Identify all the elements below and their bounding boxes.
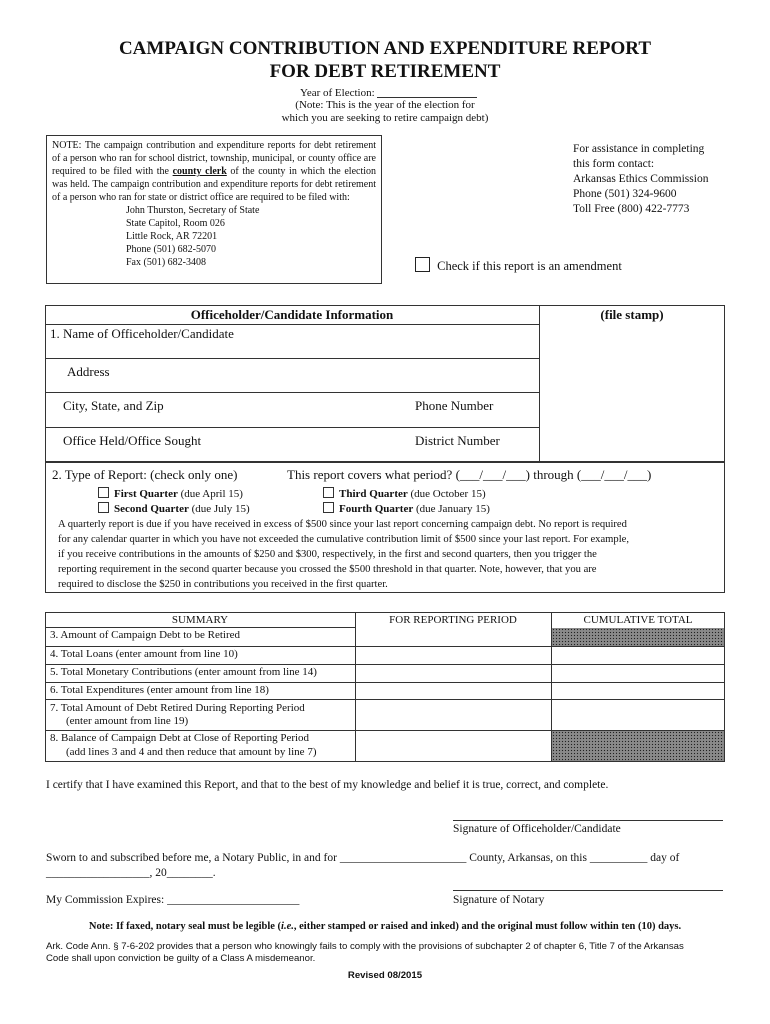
address-line: State Capitol, Room 026 — [126, 218, 225, 229]
cumulative-amount-5[interactable] — [552, 665, 724, 682]
year-note-line2: which you are seeking to retire campaign debt) — [281, 112, 489, 124]
city-state-zip-label: City, State, and Zip — [63, 398, 164, 413]
cumulative-amount-6[interactable] — [552, 683, 724, 699]
explanation-line: reporting requirement in the second quarter because you crossed the $500 threshold in that quarter. Note, however, that you are — [58, 564, 597, 575]
cumulative-shaded-cell — [552, 731, 724, 761]
filing-note-paragraph — [52, 139, 376, 204]
period-amount-6[interactable] — [356, 683, 551, 699]
year-of-election-label: Year of Election: — [300, 87, 375, 99]
address-label: Address — [67, 364, 110, 379]
amendment-checkbox[interactable] — [415, 257, 430, 272]
option-name: Second Quarter — [114, 503, 189, 515]
summary-row-4: 4. Total Loans (enter amount from line 10) — [50, 648, 238, 660]
first-quarter-checkbox[interactable] — [98, 487, 109, 498]
cumulative-amount-4[interactable] — [552, 647, 724, 664]
summary-row-8: 8. Balance of Campaign Debt at Close of Reporting Period — [50, 732, 310, 744]
assistance-line: Toll Free (800) 422-7773 — [573, 203, 690, 215]
fax-note-part2: , either stamped or raised and inked) and the original must follow within ten (10) days. — [293, 921, 682, 932]
address-line: Little Rock, AR 72201 — [126, 231, 218, 242]
summary-column-header: SUMMARY — [171, 614, 229, 626]
explanation-line: if you receive contributions in the amounts of $250 and $300, respectively, in the first and second quarters, then you trigger the — [58, 549, 597, 560]
explanation-line: A quarterly report is due if you have received in excess of $500 since your last report concerning campaign debt. No report is required — [58, 519, 627, 530]
amendment-label: Check if this report is an amendment — [437, 259, 622, 273]
assistance-contact — [573, 142, 708, 217]
option-due: (due April 15) — [177, 488, 243, 500]
info-section-heading: Officeholder/Candidate Information — [190, 307, 394, 322]
secretary-of-state-address — [126, 204, 376, 269]
explanation-line: required to disclose the $250 in contributions you received in the first quarter. — [58, 579, 388, 590]
option-due: (due January 15) — [413, 503, 490, 515]
summary-row-3: 3. Amount of Campaign Debt to be Retired — [50, 629, 241, 641]
phone-number-label: Phone Number — [415, 398, 494, 413]
quarterly-report-explanation — [58, 517, 629, 592]
fourth-quarter-checkbox[interactable] — [323, 502, 334, 513]
address-field[interactable] — [130, 360, 530, 390]
year-of-election-row — [300, 86, 520, 99]
filing-note-part2: of the county in which the election was held. The campaign contribution and expenditure reports for debt retirement of a person who ran for state or district office are required to be filed with: — [52, 166, 376, 203]
report-period-label: This report covers what period? (___/___/___) through (___/___/___) — [287, 467, 652, 482]
sworn-statement-line1: Sworn to and subscribed before me, a Notary Public, in and for ______________________ County, Arkansas, on this __________ day of — [46, 852, 680, 864]
second-quarter-checkbox[interactable] — [98, 502, 109, 513]
name-field[interactable] — [300, 326, 530, 356]
fax-note-part1: Note: If faxed, notary seal must be legible ( — [88, 921, 282, 932]
option-name: Third Quarter — [339, 488, 408, 500]
assistance-line: For assistance in completing — [573, 143, 705, 155]
summary-row-6: 6. Total Expenditures (enter amount from line 18) — [50, 684, 269, 696]
assistance-line: Arkansas Ethics Commission — [573, 173, 709, 185]
assistance-line: this form contact: — [573, 158, 655, 170]
explanation-line: for any calendar quarter in which you have not exceeded the cumulative contribution limit of $500 since your last report. For example, — [58, 534, 629, 545]
summary-row-7-note: (enter amount from line 19) — [66, 715, 189, 727]
cumulative-total-column-header: CUMULATIVE TOTAL — [583, 614, 693, 626]
county-clerk-emphasis: county clerk — [172, 166, 227, 177]
statute-line: Ark. Code Ann. § 7-6-202 provides that a person who knowingly fails to comply with the provisions of subchapter 2 of chapter 6, Title 7 of the Arkansas — [46, 941, 684, 952]
period-amount-5[interactable] — [356, 665, 551, 682]
name-label: 1. Name of Officeholder/Candidate — [50, 326, 234, 341]
cumulative-shaded-cell — [552, 628, 724, 646]
address-line: Fax (501) 682-3408 — [126, 257, 206, 268]
option-name: First Quarter — [114, 488, 178, 500]
period-amount-4[interactable] — [356, 647, 551, 664]
period-amount-8[interactable] — [356, 731, 551, 761]
year-of-election-field[interactable] — [377, 86, 477, 98]
file-stamp-label: (file stamp) — [600, 307, 664, 322]
address-line: Phone (501) 682-5070 — [126, 244, 216, 255]
option-second-quarter[interactable] — [98, 502, 250, 515]
assistance-line: Phone (501) 324-9600 — [573, 188, 677, 200]
option-name: Fourth Quarter — [339, 503, 414, 515]
statute-line: Code shall upon conviction be guilty of a Class A misdemeanor. — [46, 953, 316, 964]
officeholder-signature-line[interactable] — [453, 820, 723, 821]
option-due: (due October 15) — [407, 488, 486, 500]
file-stamp-area — [539, 324, 725, 462]
summary-row-5: 5. Total Monetary Contributions (enter amount from line 14) — [50, 666, 317, 678]
fax-note — [0, 921, 770, 932]
year-note-line1: (Note: This is the year of the election for — [295, 99, 475, 111]
district-number-label: District Number — [415, 433, 500, 448]
revision-date: Revised 08/2015 — [347, 970, 423, 981]
filing-note-part1: NOTE: The campaign contribution and expenditure reports for debt retirement of a person who ran for school district, township, municipal, or county office are required to be filed with the — [52, 140, 376, 177]
sworn-statement-line2: __________________, 20________. — [46, 867, 216, 879]
fax-note-ie: i.e. — [281, 921, 294, 932]
certification-statement: I certify that I have examined this Report, and that to the best of my knowledge and belief it is true, correct, and complete. — [46, 779, 609, 791]
report-type-label: 2. Type of Report: (check only one) — [52, 467, 238, 482]
period-amount-3[interactable] — [356, 628, 551, 646]
officeholder-signature-label: Signature of Officeholder/Candidate — [453, 823, 621, 835]
reporting-period-column-header: FOR REPORTING PERIOD — [389, 614, 517, 626]
option-third-quarter[interactable] — [323, 487, 486, 500]
commission-expires: My Commission Expires: _______________________ — [46, 894, 300, 906]
address-line: John Thurston, Secretary of State — [126, 205, 260, 216]
notary-signature-line[interactable] — [453, 890, 723, 891]
office-held-label: Office Held/Office Sought — [63, 433, 202, 448]
filing-note-box — [46, 135, 382, 284]
option-fourth-quarter[interactable] — [323, 502, 490, 515]
form-title-line1: CAMPAIGN CONTRIBUTION AND EXPENDITURE REPORT — [118, 38, 652, 59]
statute-notice — [46, 941, 684, 965]
cumulative-amount-7[interactable] — [552, 700, 724, 730]
summary-row-8-note: (add lines 3 and 4 and then reduce that amount by line 7) — [66, 746, 317, 758]
option-first-quarter[interactable] — [98, 487, 243, 500]
period-amount-7[interactable] — [356, 700, 551, 730]
option-due: (due July 15) — [188, 503, 250, 515]
notary-signature-label: Signature of Notary — [453, 894, 545, 906]
third-quarter-checkbox[interactable] — [323, 487, 334, 498]
form-title-line2: FOR DEBT RETIREMENT — [269, 61, 501, 82]
amendment-row — [415, 257, 622, 274]
summary-row-7: 7. Total Amount of Debt Retired During Reporting Period — [50, 702, 305, 714]
